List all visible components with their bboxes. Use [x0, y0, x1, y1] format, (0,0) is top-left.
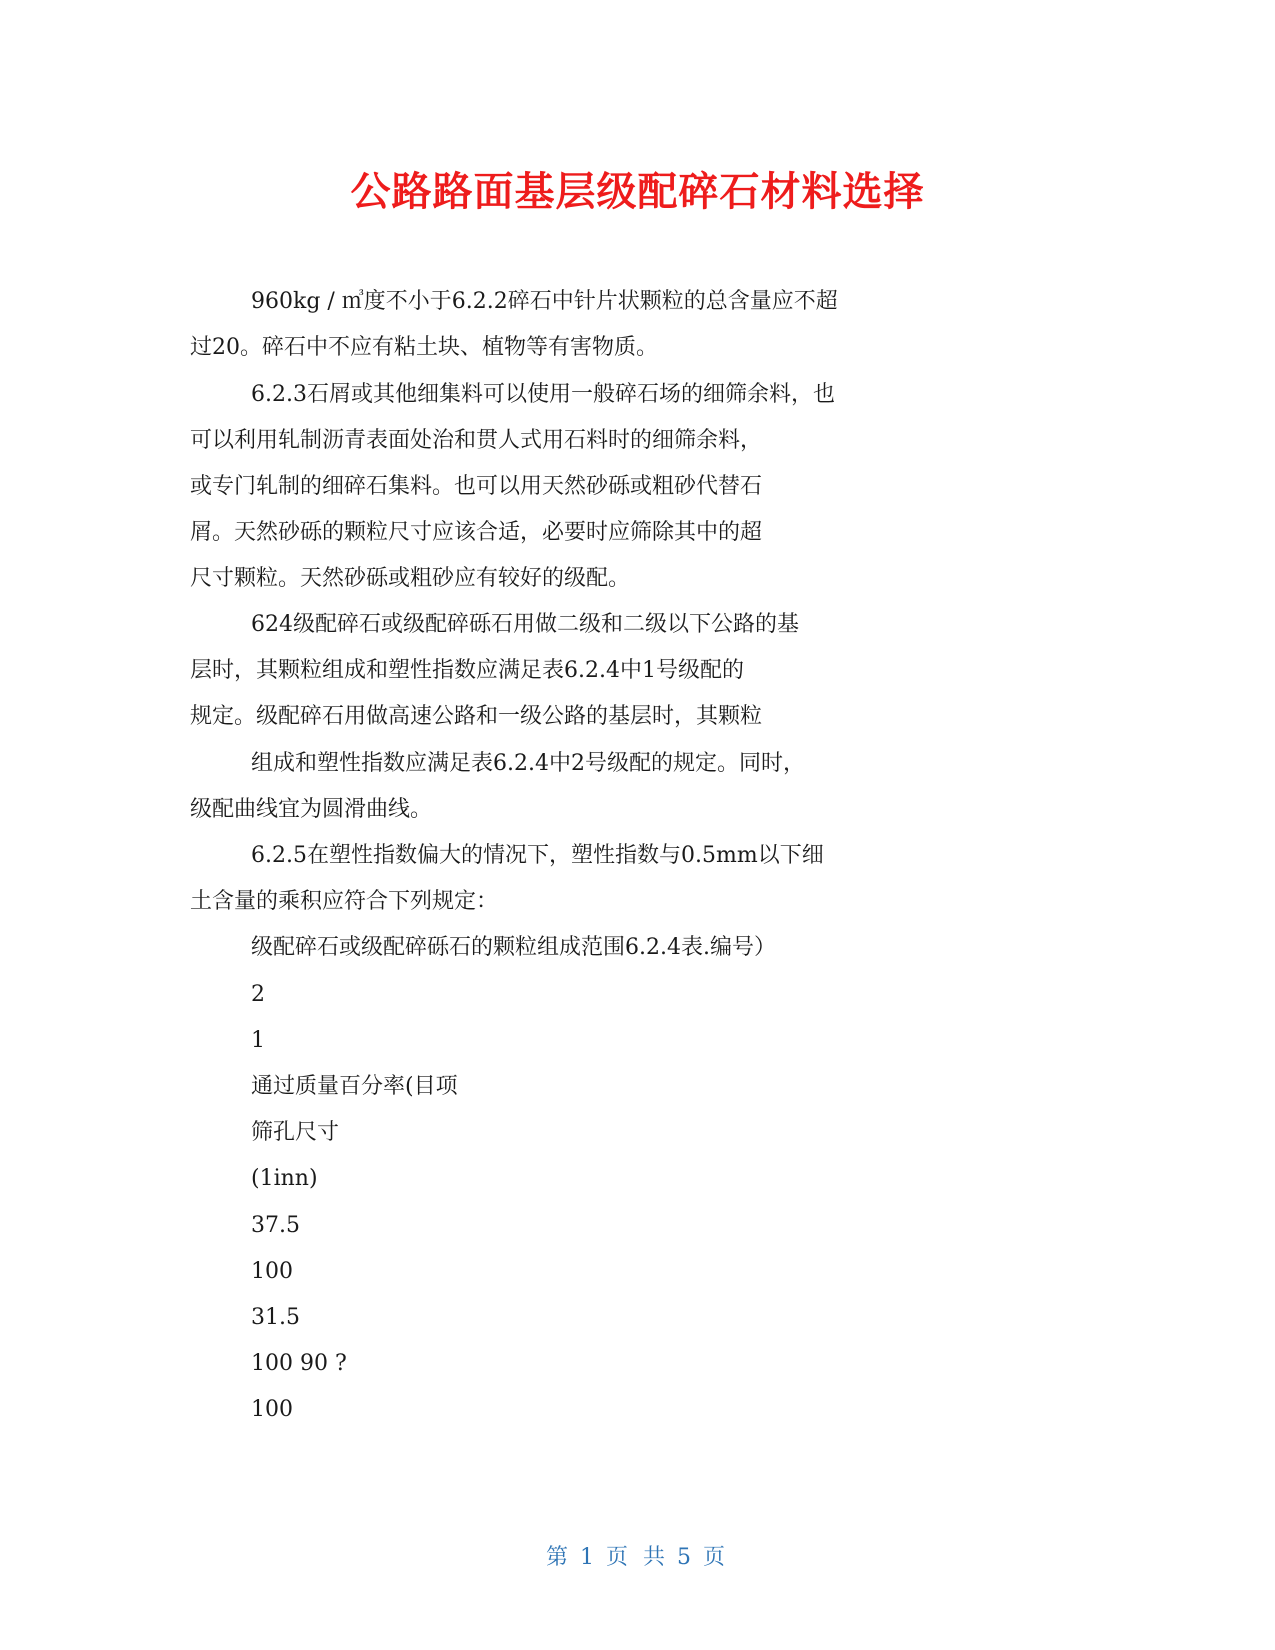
document-title: 公路路面基层级配碎石材料选择 [350, 169, 925, 215]
body-line: 级配曲线宜为圆滑曲线。 [190, 797, 433, 822]
table-cell: 100 [251, 1259, 293, 1284]
table-caption: 级配碎石或级配碎砾石的颗粒组成范围6.2.4表.编号） [251, 935, 776, 960]
page-footer [0, 1540, 1275, 1571]
body-line: 屑。天然砂砾的颗粒尺寸应该合适，必要时应筛除其中的超 [190, 520, 763, 545]
table-cell: 37.5 [251, 1213, 300, 1238]
table-cell: 2 [251, 982, 265, 1007]
page-total-number: 5 [677, 1545, 695, 1570]
table-cell: 100 [251, 1397, 293, 1422]
page-label-suffix: 页 [703, 1545, 730, 1570]
body-line: 可以利用轧制沥青表面处治和贯人式用石料时的细筛余料， [190, 428, 763, 453]
body-line: 过20。碎石中不应有粘土块、植物等有害物质。 [190, 335, 658, 360]
body-line: 或专门轧制的细碎石集料。也可以用天然砂砾或粗砂代替石 [190, 474, 763, 499]
table-cell: 通过质量百分率(目项 [251, 1074, 458, 1099]
page-current-number: 1 [580, 1545, 598, 1570]
body-line: 规定。级配碎石用做高速公路和一级公路的基层时，其颗粒 [190, 704, 763, 729]
body-line: 960kg / ㎥度不小于6.2.2碎石中针片状颗粒的总含量应不超 [251, 289, 838, 314]
body-line: 6.2.5在塑性指数偏大的情况下，塑性指数与0.5mm以下细 [251, 843, 824, 868]
body-line: 层时，其颗粒组成和塑性指数应满足表6.2.4中1号级配的 [190, 658, 744, 683]
body-line: 土含量的乘积应符合下列规定： [190, 889, 499, 914]
table-cell: (1inn) [251, 1166, 318, 1191]
table-cell: 31.5 [251, 1305, 300, 1330]
body-line: 尺寸颗粒。天然砂砾或粗砂应有较好的级配。 [190, 566, 631, 591]
table-cell: 100 90 ? [251, 1351, 347, 1376]
page-label-prefix: 第 [545, 1545, 572, 1570]
table-cell: 筛孔尺寸 [251, 1120, 340, 1145]
page-label-middle: 页 共 [606, 1545, 669, 1570]
body-line: 组成和塑性指数应满足表6.2.4中2号级配的规定。同时， [251, 751, 805, 776]
table-cell: 1 [251, 1028, 265, 1053]
body-line: 6.2.3石屑或其他细集料可以使用一般碎石场的细筛余料，也 [251, 382, 835, 407]
body-line: 624级配碎石或级配碎砾石用做二级和二级以下公路的基 [251, 612, 799, 637]
